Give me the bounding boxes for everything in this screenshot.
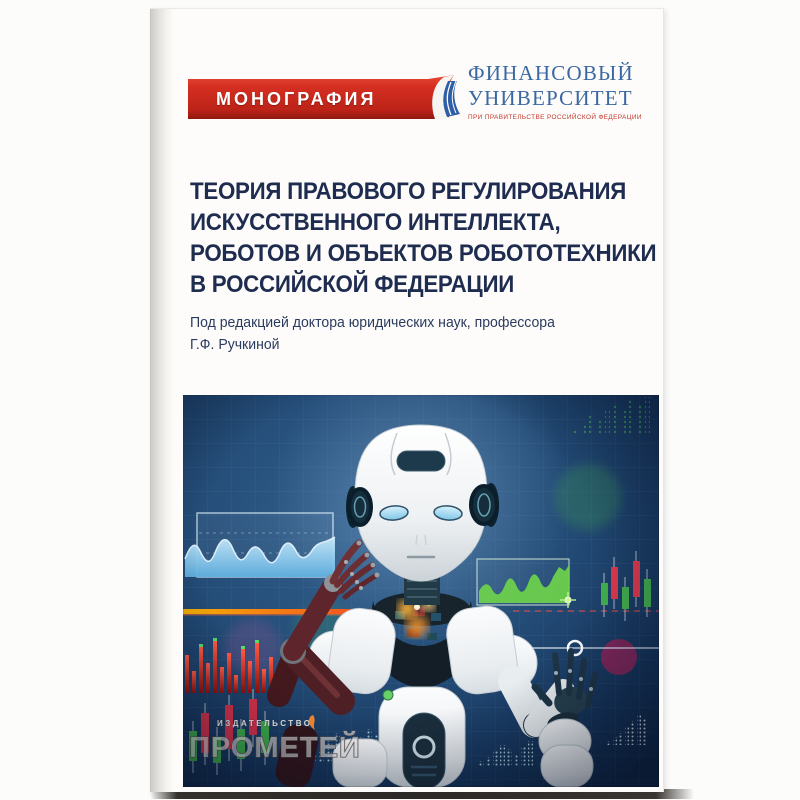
book-spine bbox=[150, 9, 174, 792]
title-line: РОБОТОВ И ОБЪЕКТОВ РОБОТОТЕХНИКИ bbox=[190, 240, 657, 267]
title-line: ИСКУССТВЕННОГО ИНТЕЛЛЕКТА, bbox=[190, 209, 561, 236]
university-name-line1: ФИНАНСОВЫЙ bbox=[468, 61, 634, 85]
editor-credit bbox=[190, 312, 555, 356]
editor-line2: Г.Ф. Ручкиной bbox=[190, 337, 280, 353]
title-line: ТЕОРИЯ ПРАВОВОГО РЕГУЛИРОВАНИЯ bbox=[190, 178, 626, 205]
vignette-overlay bbox=[183, 395, 659, 787]
university-logo bbox=[468, 61, 642, 121]
banner-label: МОНОГРАФИЯ bbox=[216, 89, 377, 109]
monograph-banner bbox=[188, 75, 480, 123]
book-title bbox=[190, 176, 656, 300]
editor-line1: Под редакцией доктора юридических наук, профессора bbox=[190, 315, 555, 331]
university-name-line2: УНИВЕРСИТЕТ bbox=[468, 86, 633, 110]
banner-fold-blue-icon bbox=[443, 81, 460, 117]
university-subline: ПРИ ПРАВИТЕЛЬСТВЕ РОССИЙСКОЙ ФЕДЕРАЦИИ bbox=[468, 114, 642, 121]
title-line: В РОССИЙСКОЙ ФЕДЕРАЦИИ bbox=[190, 271, 514, 298]
cover-art bbox=[183, 395, 659, 787]
book-cover bbox=[150, 8, 664, 792]
